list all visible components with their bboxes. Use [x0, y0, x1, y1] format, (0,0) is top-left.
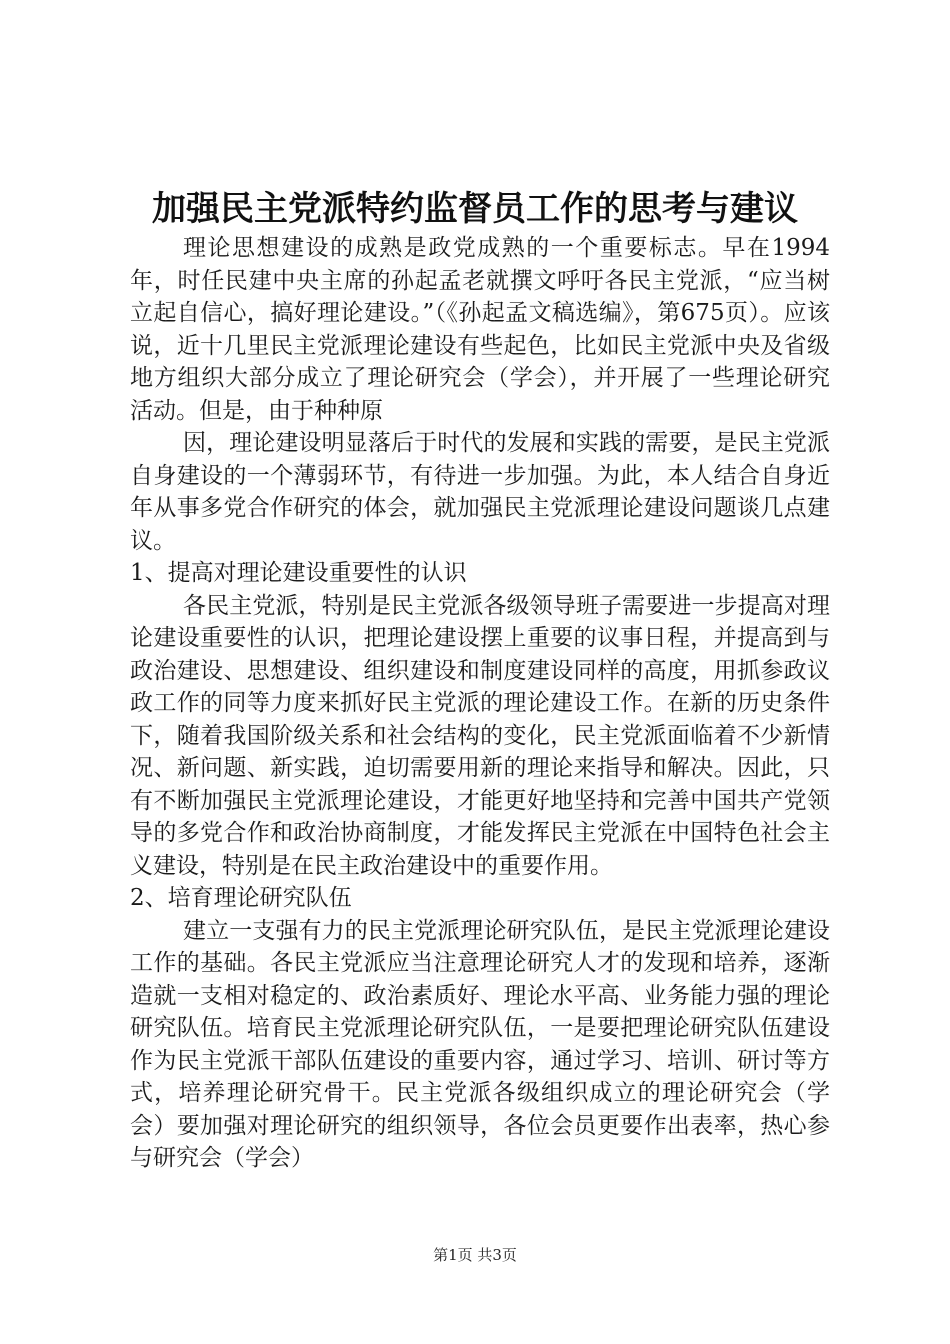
document-title: 加强民主党派特约监督员工作的思考与建议 [152, 189, 798, 229]
section-heading-2: 2、培育理论研究队伍 [130, 885, 352, 911]
paragraph-section-2: 建立一支强有力的民主党派理论研究队伍，是民主党派理论建设工作的基础。各民主党派应当注意理论研究人才的发现和培养，逐渐造就一支相对稳定的、政治素质好、理论水平高、业务能力强的理论研究队伍。培育民主党派理论研究队伍，一是要把理论研究队伍建设作为民主党派干部队伍建设的重要内容，通过学习、培训、研讨等方式，培养理论研究骨干。民主党派各级组织成立的理论研究会（学会）要加强对理论研究的组织领导，各位会员更要作出表率，热心参与研究会（学会） [130, 917, 830, 1171]
paragraph-section-1: 各民主党派，特别是民主党派各级领导班子需要进一步提高对理论建设重要性的认识，把理论建设摆上重要的议事日程，并提高到与政治建设、思想建设、组织建设和制度建设同样的高度，用抓参政议政工作的同等力度来抓好民主党派的理论建设工作。在新的历史条件下，随着我国阶级关系和社会结构的变化，民主党派面临着不少新情况、新问题、新实践，迫切需要用新的理论来指导和解决。因此，只有不断加强民主党派理论建设，才能更好地坚持和完善中国共产党领导的多党合作和政治协商制度，才能发挥民主党派在中国特色社会主义建设，特别是在民主政治建设中的重要作用。 [130, 592, 830, 879]
section-heading-1: 1、提高对理论建设重要性的认识 [130, 560, 467, 586]
document-body [130, 232, 830, 1175]
page-footer: 第1页 共3页 [433, 1246, 517, 1264]
paragraph-intro-continued: 因，理论建设明显落后于时代的发展和实践的需要，是民主党派自身建设的一个薄弱环节，有待进一步加强。为此，本人结合自身近年从事多党合作研究的体会，就加强民主党派理论建设问题谈几点建议。 [130, 430, 830, 554]
paragraph-intro: 理论思想建设的成熟是政党成熟的一个重要标志。早在1994年，时任民建中央主席的孙起孟老就撰文呼吁各民主党派，“应当树立起自信心，搞好理论建设。”（《孙起孟文稿选编》，第675页）。应该说，近十几里民主党派理论建设有些起色，比如民主党派中央及省级地方组织大部分成立了理论研究会（学会），并开展了一些理论研究活动。但是，由于种种原 [130, 235, 830, 424]
